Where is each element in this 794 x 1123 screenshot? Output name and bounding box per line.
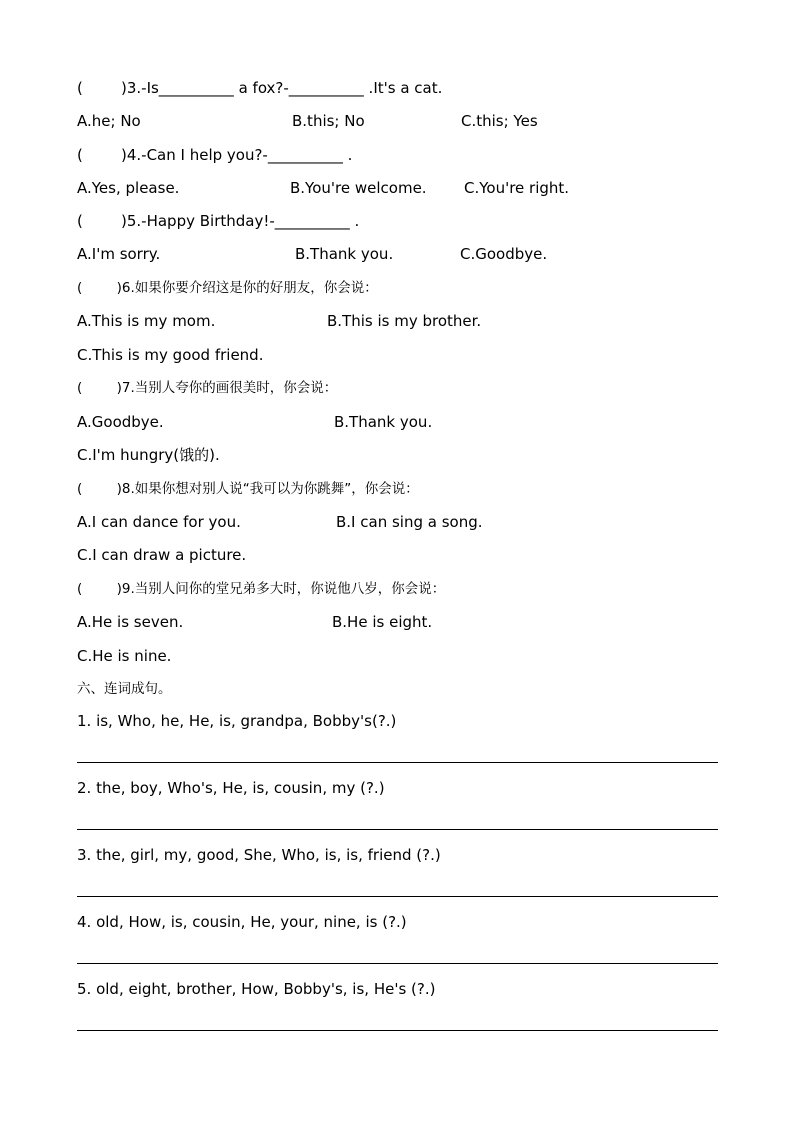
- answer-line-4[interactable]: [77, 963, 718, 964]
- question-9-option-c[interactable]: C.He is nine.: [77, 647, 172, 665]
- question-6-option-a[interactable]: A.This is my mom.: [77, 312, 216, 330]
- question-9-stem: ( )9.当别人问你的堂兄弟多大时，你说他八岁，你会说：: [77, 581, 446, 597]
- question-6-option-b[interactable]: B.This is my brother.: [327, 312, 482, 330]
- answer-line-5[interactable]: [77, 1030, 718, 1031]
- sentence-item-5: 5. old, eight, brother, How, Bobby's, is, He's (?.): [77, 980, 436, 998]
- answer-line-3[interactable]: [77, 896, 718, 897]
- question-6-stem: ( )6.如果你要介绍这是你的好朋友，你会说：: [77, 280, 378, 296]
- question-3-option-a[interactable]: A.he; No: [77, 112, 141, 130]
- question-3-option-b[interactable]: B.this; No: [292, 112, 365, 130]
- section-6-title: 六、连词成句。: [77, 681, 172, 697]
- question-8-option-b[interactable]: B.I can sing a song.: [336, 513, 483, 531]
- question-3-option-c[interactable]: C.this; Yes: [461, 112, 538, 130]
- question-8-option-a[interactable]: A.I can dance for you.: [77, 513, 241, 531]
- question-4-option-a[interactable]: A.Yes, please.: [77, 179, 180, 197]
- question-5-stem: ( )5.-Happy Birthday!-__________ .: [77, 212, 360, 230]
- question-7-stem: ( )7.当别人夸你的画很美时，你会说：: [77, 380, 338, 396]
- answer-line-1[interactable]: [77, 762, 718, 763]
- question-7-option-b[interactable]: B.Thank you.: [334, 413, 433, 431]
- sentence-item-3: 3. the, girl, my, good, She, Who, is, is, friend (?.): [77, 846, 441, 864]
- sentence-item-1: 1. is, Who, he, He, is, grandpa, Bobby's(?.): [77, 712, 397, 730]
- sentence-item-2: 2. the, boy, Who's, He, is, cousin, my (?.): [77, 779, 385, 797]
- question-9-option-a[interactable]: A.He is seven.: [77, 613, 184, 631]
- question-4-option-c[interactable]: C.You're right.: [464, 179, 570, 197]
- question-6-option-c[interactable]: C.This is my good friend.: [77, 346, 264, 364]
- question-4-option-b[interactable]: B.You're welcome.: [290, 179, 427, 197]
- sentence-item-4: 4. old, How, is, cousin, He, your, nine, is (?.): [77, 913, 407, 931]
- answer-line-2[interactable]: [77, 829, 718, 830]
- question-5-option-c[interactable]: C.Goodbye.: [460, 245, 548, 263]
- question-3-stem: ( )3.-Is__________ a fox?-__________ .It's a cat.: [77, 79, 443, 97]
- question-5-option-b[interactable]: B.Thank you.: [295, 245, 394, 263]
- question-8-stem: ( )8.如果你想对别人说“我可以为你跳舞”，你会说：: [77, 481, 419, 497]
- question-7-option-c[interactable]: C.I'm hungry(饿的).: [77, 446, 220, 464]
- question-9-option-b[interactable]: B.He is eight.: [332, 613, 433, 631]
- question-8-option-c[interactable]: C.I can draw a picture.: [77, 546, 247, 564]
- question-7-option-a[interactable]: A.Goodbye.: [77, 413, 164, 431]
- question-4-stem: ( )4.-Can I help you?-__________ .: [77, 146, 353, 164]
- question-5-option-a[interactable]: A.I'm sorry.: [77, 245, 161, 263]
